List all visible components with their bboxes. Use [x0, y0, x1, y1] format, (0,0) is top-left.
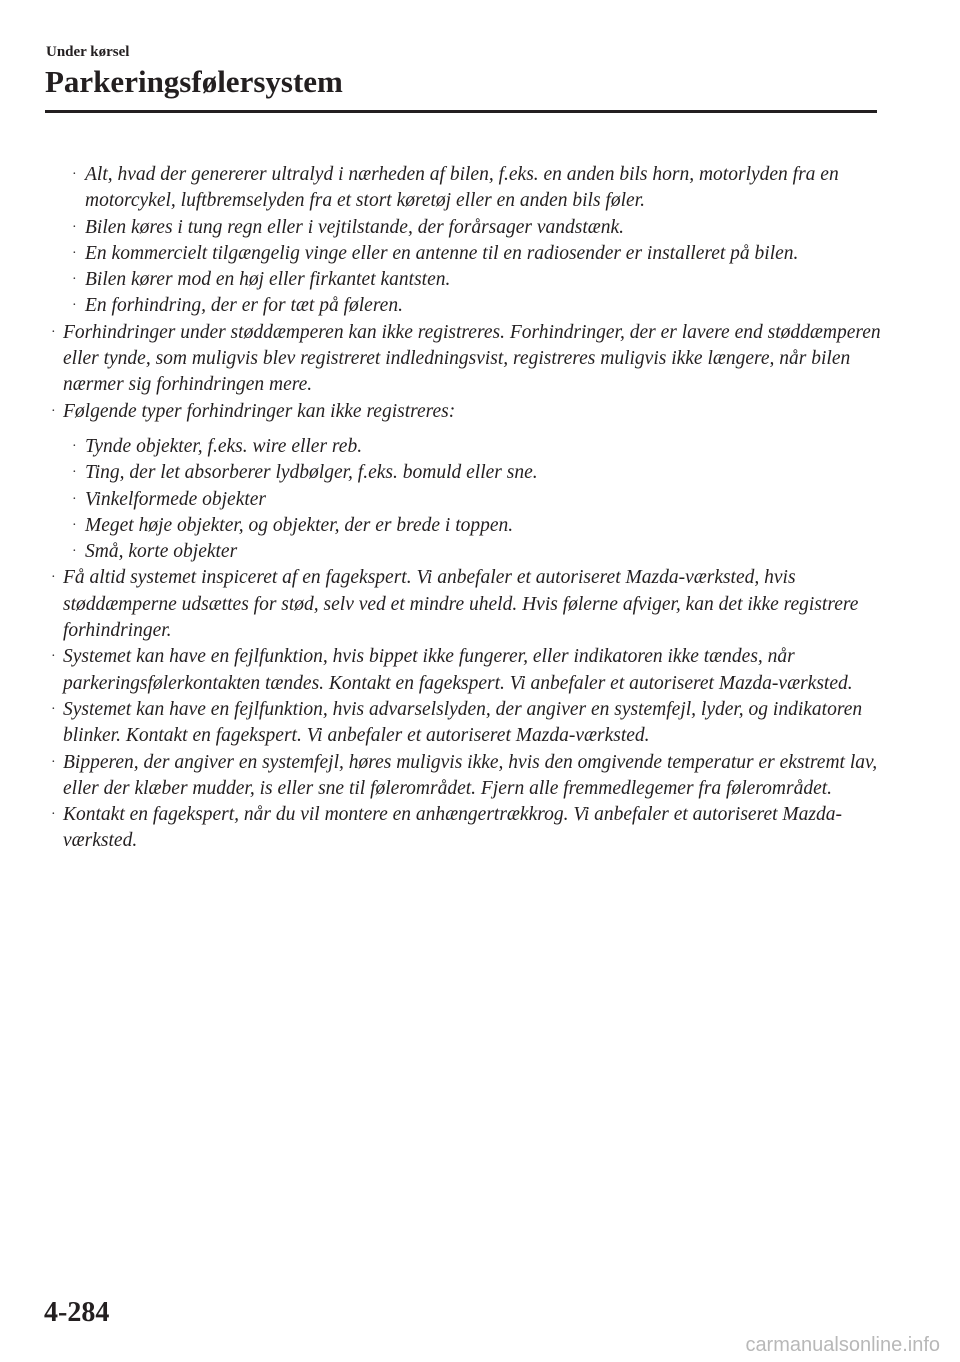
bullet-icon: ·: [51, 701, 56, 717]
list-item-text: Bilen kører mod en høj eller firkantet kantsten.: [85, 269, 451, 291]
list-item-text: Meget høje objekter, og objekter, der er brede i toppen.: [85, 514, 514, 536]
list-item-text: Ting, der let absorberer lydbølger, f.eks. bomuld eller sne.: [85, 462, 538, 484]
list-item-text: Tynde objekter, f.eks. wire eller reb.: [85, 435, 363, 457]
list-item-text: Systemet kan have en fejlfunktion, hvis advarselslyden, der angiver en systemfejl, lyder, og indikatoren blinker. Kontakt en fagekspert. Vi anbefaler et autoriseret Mazda-værksted.: [63, 698, 863, 747]
list-item: [0, 565, 900, 644]
bullet-icon: ·: [51, 649, 56, 665]
bullet-list: [0, 162, 900, 855]
bullet-icon: ·: [72, 544, 77, 560]
list-item: [0, 539, 900, 565]
section-label: Under kørsel: [46, 44, 130, 60]
bullet-icon: ·: [72, 491, 77, 507]
list-item-text: Forhindringer under støddæmperen kan ikke registreres. Forhindringer, der er lavere end støddæmperen eller tynde, som muligvis blev registreret indledningsvist, registreres muligvis ikke længere, når bilen nærmer sig forhindringen mere.: [63, 321, 881, 396]
list-item-text: Få altid systemet inspiceret af en fagekspert. Vi anbefaler et autoriseret Mazda-værksted, hvis støddæmperne udsættes for stød, selv ved et mindre uheld. Hvis følerne afviger, kan det ikke registrere forhindringer.: [63, 567, 859, 642]
list-item: [0, 162, 900, 215]
list-item-text: Vinkelformede objekter: [85, 488, 267, 510]
list-item: [0, 460, 900, 486]
bullet-icon: ·: [72, 465, 77, 481]
list-item-text: Små, korte objekter: [85, 541, 238, 563]
list-item-text: En forhindring, der er for tæt på føleren.: [85, 295, 403, 317]
bullet-icon: ·: [72, 245, 77, 261]
list-item: [0, 399, 900, 425]
bullet-icon: ·: [72, 272, 77, 288]
list-item: [0, 434, 900, 460]
list-item: [0, 697, 900, 750]
list-item: [0, 267, 900, 293]
list-item-text: Følgende typer forhindringer kan ikke registreres:: [63, 400, 456, 422]
bullet-icon: ·: [51, 570, 56, 586]
list-item-text: Systemet kan have en fejlfunktion, hvis bippet ikke fungerer, eller indikatoren ikke tændes, når parkeringsfølerkontakten tændes. Kontakt en fagekspert. Vi anbefaler et autoriseret Mazda-værksted.: [63, 646, 853, 694]
list-item: [0, 320, 900, 399]
list-item-text: Alt, hvad der genererer ultralyd i nærheden af bilen, f.eks. en anden bils horn, motorlyden fra en motorcykel, luftbremselyden fra et stort køretøj eller en anden bils føler.: [85, 164, 839, 212]
title-rule: [45, 110, 877, 113]
bullet-icon: ·: [51, 754, 56, 770]
list-item: [0, 487, 900, 513]
bullet-icon: ·: [72, 167, 77, 182]
list-item: [0, 802, 900, 855]
page-number: 4-284: [44, 1297, 110, 1328]
list-item: [0, 644, 900, 697]
list-item: [0, 215, 900, 241]
bullet-icon: ·: [72, 298, 77, 314]
bullet-icon: ·: [51, 807, 56, 823]
bullet-icon: ·: [72, 517, 77, 533]
list-item: [0, 293, 900, 319]
list-item: [0, 241, 900, 267]
watermark[interactable]: carmanualsonline.info: [745, 1334, 940, 1356]
list-item-text: Bilen køres i tung regn eller i vejtilstande, der forårsager vandstænk.: [85, 216, 625, 238]
list-item-text: En kommercielt tilgængelig vinge eller en antenne til en radiosender er installeret på bilen.: [85, 242, 799, 264]
page-title: Parkeringsfølersystem: [45, 64, 343, 99]
bullet-icon: ·: [72, 219, 77, 235]
list-item-text: Kontakt en fagekspert, når du vil montere en anhængertrækkrog. Vi anbefaler et autoriseret Mazda-værksted.: [63, 804, 842, 852]
bullet-icon: ·: [72, 438, 77, 454]
list-item: [0, 750, 900, 803]
bullet-icon: ·: [51, 324, 56, 340]
list-item: [0, 513, 900, 539]
list-item-text: Bipperen, der angiver en systemfejl, høres muligvis ikke, hvis den omgivende temperatur er ekstremt lav, eller der klæber mudder, is eller sne til følerområdet. Fjern alle fremmedlegemer fra følerområdet.: [63, 751, 878, 799]
bullet-icon: ·: [51, 403, 56, 419]
